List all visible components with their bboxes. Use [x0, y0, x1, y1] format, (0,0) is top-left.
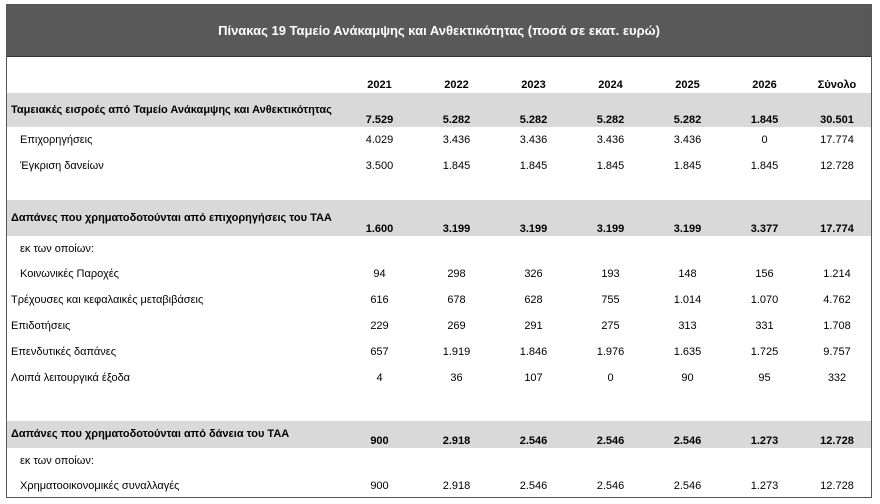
value-cell: 1.845: [673, 160, 702, 172]
row-label: Ταμειακές εισροές από Ταμείο Ανάκαμψης και Ανθεκτικότητας: [7, 93, 341, 127]
value-cell: 275: [601, 320, 620, 332]
value-cell: 1.635: [673, 346, 702, 358]
table-row: [7, 365, 871, 391]
value-cell: 1.273: [726, 421, 803, 448]
value-cell: 3.199: [495, 200, 572, 236]
value-cell: 36: [450, 372, 463, 384]
value-cell: 1.014: [673, 294, 702, 306]
value-cell: 1.845: [596, 160, 625, 172]
table-row: [7, 127, 871, 153]
value-cell: 12.728: [803, 421, 871, 448]
value-cell: 332: [827, 372, 847, 384]
value-cell: 193: [601, 268, 620, 280]
value-cell: 2.546: [673, 480, 702, 492]
table-row: [7, 261, 871, 287]
value-cell: 3.436: [596, 134, 625, 146]
value-cell: 3.436: [442, 134, 471, 146]
value-cell: 107: [524, 372, 543, 384]
table-header-row: [7, 57, 871, 93]
row-label: Επιχορηγήσεις: [20, 134, 93, 146]
table-frame: [6, 4, 872, 498]
value-cell: 1.845: [442, 160, 471, 172]
spacer-row: [7, 179, 871, 200]
value-cell: 9.757: [823, 346, 851, 358]
row-label: Κοινωνικές Παροχές: [20, 268, 119, 280]
row-label: Δαπάνες που χρηματοδοτούνται από δάνεια του ΤΑΑ: [7, 421, 341, 448]
value-cell: 17.774: [803, 200, 871, 236]
value-cell: 269: [447, 320, 466, 332]
table-title: Πίνακας 19 Ταμείο Ανάκαμψης και Ανθεκτικότητας (ποσά σε εκατ. ευρώ): [7, 5, 871, 57]
column-header: 2022: [444, 79, 469, 91]
value-cell: 628: [524, 294, 543, 306]
value-cell: 1.070: [750, 294, 779, 306]
row-label: Δαπάνες που χρηματοδοτούνται από επιχορηγήσεις του ΤΑΑ: [7, 200, 341, 236]
value-cell: 30.501: [803, 93, 871, 127]
subheading-row: [7, 448, 871, 473]
value-cell: 4: [376, 372, 383, 384]
column-header: 2025: [675, 79, 700, 91]
column-header: 2023: [521, 79, 546, 91]
row-label: Τρέχουσες και κεφαλαικές μεταβιβάσεις: [11, 294, 204, 306]
value-cell: 3.199: [572, 200, 649, 236]
value-cell: 0: [607, 372, 614, 384]
value-cell: 2.546: [649, 421, 726, 448]
value-cell: 229: [370, 320, 389, 332]
value-cell: 298: [447, 268, 466, 280]
value-cell: 755: [601, 294, 620, 306]
value-cell: 5.282: [572, 93, 649, 127]
subheading-label: εκ των οποίων:: [20, 454, 94, 467]
table-row: [7, 153, 871, 179]
value-cell: 616: [370, 294, 389, 306]
value-cell: 17.774: [820, 134, 854, 146]
value-cell: 1.600: [341, 200, 418, 236]
value-cell: 3.500: [365, 160, 394, 172]
column-header: 2026: [752, 79, 777, 91]
column-header: Σύνολο: [817, 79, 857, 91]
value-cell: 12.728: [820, 160, 854, 172]
value-cell: 1.846: [519, 346, 548, 358]
value-cell: 1.214: [823, 268, 851, 280]
column-header: 2021: [367, 79, 392, 91]
value-cell: 4.029: [365, 134, 394, 146]
value-cell: 900: [370, 480, 389, 492]
table-row: [7, 287, 871, 313]
table-row: [7, 339, 871, 365]
value-cell: 2.546: [572, 421, 649, 448]
header-label-cell: [7, 57, 341, 93]
section-row: [7, 421, 871, 448]
value-cell: 3.436: [673, 134, 702, 146]
value-cell: 5.282: [418, 93, 495, 127]
row-label: Επιδοτήσεις: [11, 320, 71, 332]
value-cell: 1.725: [750, 346, 779, 358]
value-cell: 1.845: [519, 160, 548, 172]
value-cell: 3.377: [726, 200, 803, 236]
value-cell: 1.273: [750, 480, 779, 492]
value-cell: 1.976: [596, 346, 625, 358]
value-cell: 3.199: [418, 200, 495, 236]
spacer-row: [7, 391, 871, 421]
value-cell: 7.529: [341, 93, 418, 127]
value-cell: 291: [524, 320, 543, 332]
value-cell: 900: [341, 421, 418, 448]
value-cell: 156: [755, 268, 774, 280]
value-cell: 12.728: [820, 480, 854, 492]
row-label: Λοιπά λειτουργικά έξοδα: [11, 372, 131, 384]
row-label: Επενδυτικές δαπάνες: [11, 346, 116, 358]
value-cell: 331: [755, 320, 774, 332]
value-cell: 2.918: [442, 480, 471, 492]
value-cell: 2.546: [596, 480, 625, 492]
value-cell: 94: [373, 268, 386, 280]
value-cell: 2.918: [418, 421, 495, 448]
value-cell: 313: [678, 320, 697, 332]
value-cell: 1.845: [726, 93, 803, 127]
value-cell: 5.282: [649, 93, 726, 127]
value-cell: 326: [524, 268, 543, 280]
data-table: [7, 57, 871, 498]
value-cell: 3.199: [649, 200, 726, 236]
table-row: [7, 313, 871, 339]
value-cell: 95: [758, 372, 771, 384]
value-cell: 148: [678, 268, 697, 280]
row-label: Χρηματοοικονομικές συναλλαγές: [20, 480, 180, 492]
value-cell: 1.919: [442, 346, 471, 358]
subheading-row: [7, 236, 871, 261]
value-cell: 678: [447, 294, 466, 306]
value-cell: 5.282: [495, 93, 572, 127]
value-cell: 2.546: [495, 421, 572, 448]
value-cell: 2.546: [519, 480, 548, 492]
value-cell: 1.845: [750, 160, 779, 172]
section-row: [7, 93, 871, 127]
section-row: [7, 200, 871, 236]
row-label: Έγκριση δανείων: [20, 160, 104, 172]
value-cell: 90: [681, 372, 694, 384]
value-cell: 1.708: [823, 320, 851, 332]
column-header: 2024: [598, 79, 623, 91]
value-cell: 4.762: [823, 294, 851, 306]
subheading-label: εκ των οποίων:: [20, 242, 94, 255]
value-cell: 3.436: [519, 134, 548, 146]
value-cell: 657: [370, 346, 389, 358]
table-row: [7, 473, 871, 498]
value-cell: 0: [761, 134, 768, 146]
